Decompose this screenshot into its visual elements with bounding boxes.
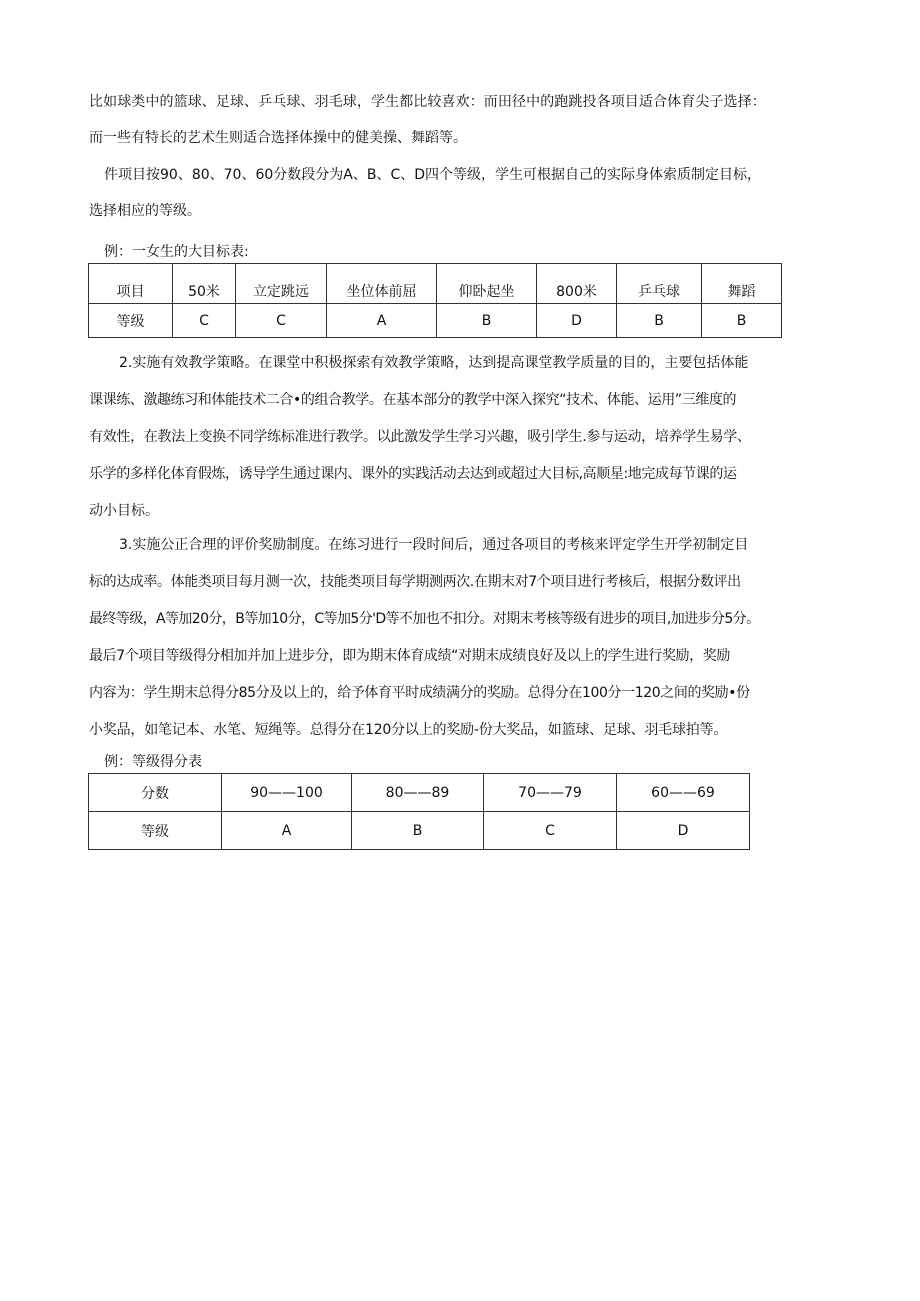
paragraph-grade-levels: [89, 157, 821, 229]
text-line: 选择相应的等级。: [89, 203, 201, 219]
table-cell: 50米: [173, 264, 236, 304]
table-cell: A: [222, 812, 352, 850]
table-cell: B: [352, 812, 484, 850]
table-cell: C: [236, 304, 327, 338]
table-cell: 80——89: [352, 774, 484, 812]
text-line: 课课练、激趣练习和体能技术二合•的组合教学。在基本部分的教学中深入探究“技术、体能、运用”三维度的: [89, 392, 737, 408]
paragraph-evaluation-rewards: [89, 527, 821, 749]
table-cell: 800米: [537, 264, 617, 304]
text-line: 乐学的多样化体育假炼，诱导学生通过课内、课外的实践活动去达到或超过大目标,高顺星:地完成每节课的运: [89, 466, 737, 482]
score-table-grade-row: [89, 812, 750, 850]
table-cell: 项目: [89, 264, 173, 304]
table-cell: 分数: [89, 774, 222, 812]
text-line: 最终等级，A等加20分，B等加10分，C等加5分'D等不加也不扣分。对期末考核等级有进步的项目,加进步分5分。: [89, 611, 760, 627]
paragraph-teaching-strategy: [89, 345, 821, 530]
table-cell: D: [537, 304, 617, 338]
table-cell: C: [173, 304, 236, 338]
table-cell: 乒乓球: [617, 264, 702, 304]
table-cell: 坐位体前屈: [327, 264, 437, 304]
table-cell: B: [617, 304, 702, 338]
table-cell: 舞蹈: [702, 264, 782, 304]
text-line: 有效性，在教法上变换不同学练标准进行教学。以此激发学生学习兴趣，吸引学生.参与运动，培养学生易学、: [89, 429, 751, 445]
score-table-score-row: [89, 774, 750, 812]
table-cell: 等级: [89, 304, 173, 338]
table-cell: B: [702, 304, 782, 338]
table-cell: C: [484, 812, 617, 850]
text-line: 标的达成率。体能类项目每月测一次，技能类项目每学期测两次.在期末对7个项目进行考核后，根据分数评出: [89, 574, 741, 590]
table-cell: 仰卧起坐: [437, 264, 537, 304]
table-cell: 立定跳远: [236, 264, 327, 304]
goal-table: [88, 263, 782, 338]
table-cell: 70——79: [484, 774, 617, 812]
table-cell: 等级: [89, 812, 222, 850]
text-line: 2.实施有效教学策略。在课堂中积极探索有效教学策略，达到提高课堂教学质量的目的，主要包括体能: [119, 355, 749, 371]
goal-table-header-row: [89, 264, 782, 304]
text-line: 内容为：学生期末总得分85分及以上的，给予体育平时成绩满分的奖励。总得分在100分一120之间的奖励•份: [89, 685, 750, 701]
text-line: 而一些有特长的艺术生则适合选择体操中的健美操、舞蹈等。: [89, 130, 467, 146]
text-line: 动小目标。: [89, 503, 159, 519]
text-line: 小奖品，如笔记本、水笔、短绳等。总得分在120分以上的奖励-份大奖品，如篮球、足球、羽毛球拍等。: [89, 722, 728, 738]
table-cell: A: [327, 304, 437, 338]
table-cell: 90——100: [222, 774, 352, 812]
score-table-caption: 例：等级得分表: [104, 754, 202, 770]
paragraph-sports-preference: [89, 84, 821, 156]
text-line: 比如球类中的篮球、足球、乒乓球、羽毛球，学生都比较喜欢：而田径中的跑跳投各项目适合体育尖子选择：: [89, 94, 766, 110]
text-line: 最后7个项目等级得分相加并加上进步分，即为期末体育成绩“对期末成绩良好及以上的学生进行奖励，奖励: [89, 648, 730, 664]
score-table: [88, 773, 750, 850]
table-cell: B: [437, 304, 537, 338]
table-cell: 60——69: [617, 774, 750, 812]
text-line: 3.实施公正合理的评价奖励制度。在练习进行一段时间后，通过各项目的考核来评定学生开学初制定目: [119, 537, 749, 553]
goal-table-caption: 例：一女生的大目标表:: [104, 244, 249, 260]
goal-table-grade-row: [89, 304, 782, 338]
table-cell: D: [617, 812, 750, 850]
text-line: 件项目按90、80、70、60分数段分为A、B、C、D四个等级，学生可根据自己的实际身体索质制定目标，: [104, 167, 761, 183]
